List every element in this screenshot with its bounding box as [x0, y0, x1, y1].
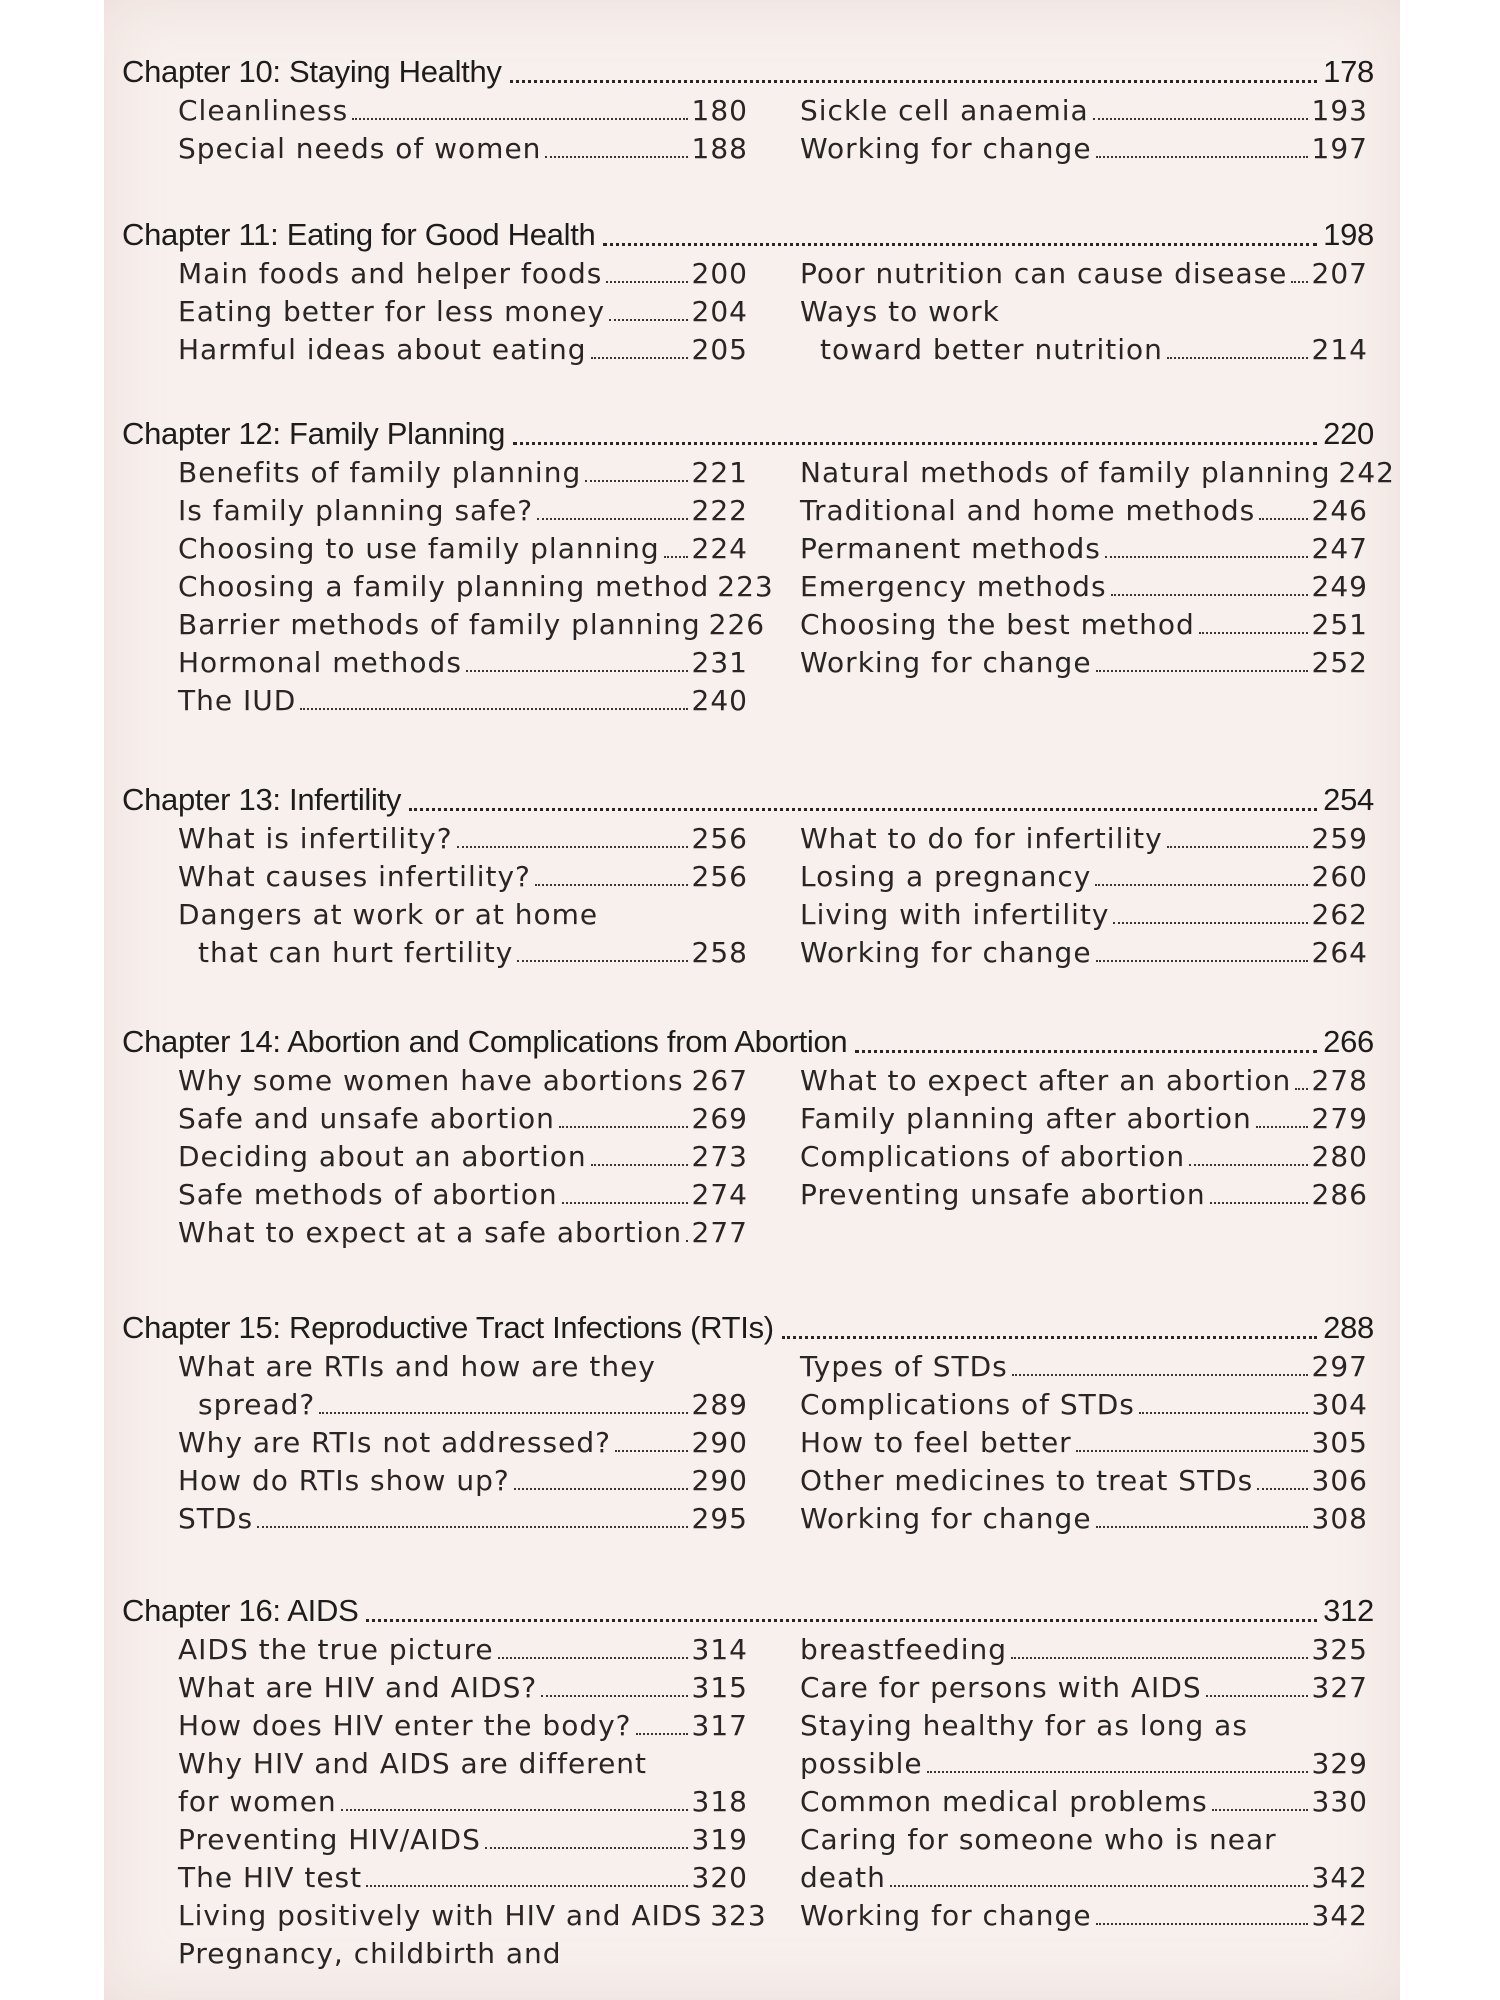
toc-entry: Preventing HIV/AIDS 319 [178, 1823, 748, 1856]
toc-entry: Working for change 264 [800, 936, 1368, 969]
chapter-heading [122, 1308, 1374, 1348]
chapter-heading [122, 1591, 1374, 1631]
toc-entry: Sickle cell anaemia 193 [800, 94, 1368, 127]
leader-dots [366, 1619, 1317, 1622]
toc-entry: The HIV test 320 [178, 1861, 748, 1894]
toc-entry: The IUD 240 [178, 684, 748, 717]
toc-entry: Types of STDs 297 [800, 1350, 1368, 1383]
chapter-heading [122, 52, 1374, 92]
chapter-page: 178 [1323, 54, 1374, 89]
toc-entry: Special needs of women 188 [178, 132, 748, 165]
toc-entry: Why HIV and AIDS are different [178, 1747, 648, 1780]
chapter-page: 254 [1323, 782, 1374, 817]
toc-entry: Losing a pregnancy 260 [800, 860, 1368, 893]
chapter-10 [122, 52, 1374, 168]
toc-entry: Ways to work [800, 295, 1000, 328]
toc-entry: Choosing a family planning method 223 [178, 570, 774, 603]
toc-entry: that can hurt fertility 258 [198, 936, 748, 969]
chapter-15 [122, 1308, 1374, 1538]
toc-entry: Working for change 308 [800, 1502, 1368, 1535]
chapter-title: Chapter 16: AIDS [122, 1593, 359, 1628]
toc-entry: Cleanliness 180 [178, 94, 748, 127]
leader-dots [409, 808, 1317, 811]
toc-entry: Working for change 252 [800, 646, 1368, 679]
chapter-page: 198 [1323, 217, 1374, 252]
chapter-title: Chapter 14: Abortion and Complications from Abortion [122, 1024, 848, 1059]
leader-dots [855, 1050, 1317, 1053]
toc-entry: How does HIV enter the body? 317 [178, 1709, 748, 1742]
toc-entry: Is family planning safe? 222 [178, 494, 748, 527]
toc-entry: Common medical problems 330 [800, 1785, 1368, 1818]
toc-entry: How to feel better 305 [800, 1426, 1368, 1459]
toc-entry: breastfeeding 325 [800, 1633, 1368, 1666]
toc-entry: Hormonal methods 231 [178, 646, 748, 679]
book-page [104, 0, 1400, 2000]
toc-entry: Traditional and home methods 246 [800, 494, 1368, 527]
chapter-title: Chapter 15: Reproductive Tract Infections (RTIs) [122, 1310, 774, 1345]
chapter-11 [122, 215, 1374, 369]
toc-entry: Staying healthy for as long as [800, 1709, 1248, 1742]
chapter-page: 266 [1323, 1024, 1374, 1059]
toc-entry: What is infertility? 256 [178, 822, 748, 855]
toc-entry: Family planning after abortion 279 [800, 1102, 1368, 1135]
toc-entry: Harmful ideas about eating 205 [178, 333, 748, 366]
toc-entry: Preventing unsafe abortion 286 [800, 1178, 1368, 1211]
toc-entry: Why are RTIs not addressed? 290 [178, 1426, 748, 1459]
chapter-heading [122, 414, 1374, 454]
chapter-heading [122, 1022, 1374, 1062]
chapter-title: Chapter 13: Infertility [122, 782, 402, 817]
toc-entry: Pregnancy, childbirth and [178, 1937, 562, 1970]
toc-entry: Poor nutrition can cause disease 207 [800, 257, 1368, 290]
toc-entry: Dangers at work or at home [178, 898, 599, 931]
toc-entry: What are RTIs and how are they [178, 1350, 656, 1383]
toc-entry: What causes infertility? 256 [178, 860, 748, 893]
toc-entry: What to do for infertility 259 [800, 822, 1368, 855]
toc-entry: possible 329 [800, 1747, 1368, 1780]
toc-entry: Deciding about an abortion 273 [178, 1140, 748, 1173]
chapter-12 [122, 414, 1395, 720]
toc-entry: Benefits of family planning 221 [178, 456, 748, 489]
toc-entry: Choosing the best method 251 [800, 608, 1368, 641]
toc-entry: What to expect at a safe abortion 277 [178, 1216, 748, 1249]
toc-entry: Natural methods of family planning 242 [800, 456, 1395, 489]
chapter-heading [122, 780, 1374, 820]
toc-entry: Working for change 342 [800, 1899, 1368, 1932]
toc-entry: Safe methods of abortion 274 [178, 1178, 748, 1211]
toc-entry: Other medicines to treat STDs 306 [800, 1464, 1368, 1497]
chapter-page: 312 [1323, 1593, 1374, 1628]
toc-entry: Eating better for less money 204 [178, 295, 748, 328]
toc-entry: How do RTIs show up? 290 [178, 1464, 748, 1497]
toc-entry: Living with infertility 262 [800, 898, 1368, 931]
leader-dots [510, 80, 1318, 83]
toc-entry: Permanent methods 247 [800, 532, 1368, 565]
toc-entry: Working for change 197 [800, 132, 1368, 165]
toc-entry: Living positively with HIV and AIDS 323 [178, 1899, 767, 1932]
toc-entry: Barrier methods of family planning 226 [178, 608, 766, 641]
toc-entry: Choosing to use family planning 224 [178, 532, 748, 565]
chapter-title: Chapter 12: Family Planning [122, 416, 506, 451]
chapter-13 [122, 780, 1374, 972]
toc-entry: AIDS the true picture 314 [178, 1633, 748, 1666]
toc-entry: Why some women have abortions 267 [178, 1064, 749, 1097]
toc-entry: What to expect after an abortion 278 [800, 1064, 1368, 1097]
chapter-title: Chapter 11: Eating for Good Health [122, 217, 596, 252]
chapter-14 [122, 1022, 1374, 1252]
toc-entry: STDs 295 [178, 1502, 748, 1535]
chapter-page: 288 [1323, 1310, 1374, 1345]
leader-dots [513, 442, 1317, 445]
toc-entry: toward better nutrition 214 [820, 333, 1368, 366]
chapter-16 [122, 1591, 1374, 1973]
toc-entry: Main foods and helper foods 200 [178, 257, 748, 290]
toc-entry: for women 318 [178, 1785, 748, 1818]
toc-entry: Complications of abortion 280 [800, 1140, 1368, 1173]
chapter-title: Chapter 10: Staying Healthy [122, 54, 502, 89]
toc-entry: Care for persons with AIDS 327 [800, 1671, 1368, 1704]
chapter-page: 220 [1323, 416, 1374, 451]
leader-dots [782, 1336, 1317, 1339]
leader-dots [603, 243, 1317, 246]
toc-entry: What are HIV and AIDS? 315 [178, 1671, 748, 1704]
toc-entry: Safe and unsafe abortion 269 [178, 1102, 748, 1135]
toc-entry: Caring for someone who is near [800, 1823, 1277, 1856]
toc-entry: death 342 [800, 1861, 1368, 1894]
toc-entry: Emergency methods 249 [800, 570, 1368, 603]
chapter-heading [122, 215, 1374, 255]
toc-entry: Complications of STDs 304 [800, 1388, 1368, 1421]
toc-entry: spread? 289 [198, 1388, 748, 1421]
